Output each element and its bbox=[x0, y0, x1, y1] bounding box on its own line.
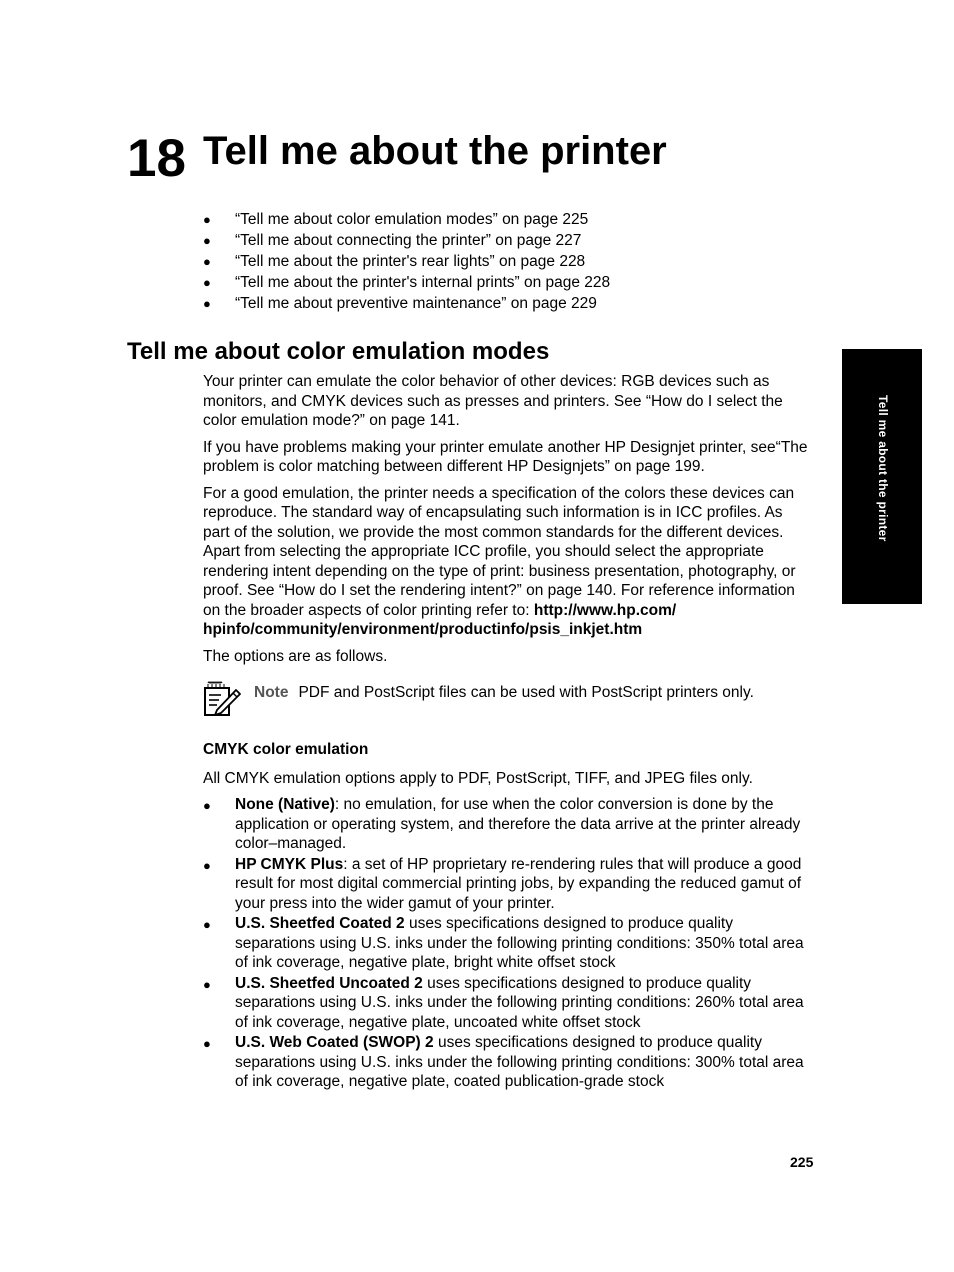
note-label: Note bbox=[254, 684, 289, 701]
option-term: None (Native) bbox=[235, 796, 335, 813]
list-item bbox=[203, 795, 813, 854]
option-term: U.S. Sheetfed Uncoated 2 bbox=[235, 974, 423, 992]
option-term: HP CMYK Plus bbox=[235, 855, 344, 873]
toc-item[interactable] bbox=[203, 251, 610, 272]
bullet-icon: ● bbox=[203, 857, 211, 873]
bullet-icon: ● bbox=[203, 798, 211, 813]
toc-link[interactable]: “Tell me about color emulation modes” on page 225 bbox=[235, 211, 589, 228]
bullet-icon: ● bbox=[203, 296, 211, 311]
bullet-icon: ● bbox=[203, 976, 211, 992]
chapter-title: Tell me about the printer bbox=[203, 129, 667, 173]
page-number: 225 bbox=[790, 1154, 814, 1170]
cmyk-subheading: CMYK color emulation bbox=[203, 741, 369, 758]
options-intro-text: The options are as follows. bbox=[203, 647, 388, 665]
chapter-side-tab bbox=[842, 349, 922, 604]
toc-link[interactable]: “Tell me about preventive maintenance” on page 229 bbox=[235, 295, 597, 312]
cmyk-intro-text: All CMYK emulation options apply to PDF, PostScript, TIFF, and JPEG files only. bbox=[203, 769, 753, 787]
side-tab-label: Tell me about the printer bbox=[876, 395, 890, 542]
option-desc: uses specifications designed to produce quality separations using U.S. inks under the following printing conditions: 260% total area of ink coverage, negative plate, uncoated white offset stock bbox=[235, 974, 804, 1031]
toc-item[interactable] bbox=[203, 293, 610, 314]
emulation-paragraph bbox=[203, 484, 813, 640]
toc-link[interactable]: “Tell me about connecting the printer” on page 227 bbox=[235, 232, 582, 249]
cmyk-options-list bbox=[203, 795, 813, 1092]
option-term: U.S. Web Coated (SWOP) 2 bbox=[235, 1034, 434, 1051]
section-body bbox=[203, 372, 813, 1093]
section-title: Tell me about color emulation modes bbox=[127, 338, 550, 365]
toc-link[interactable]: “Tell me about the printer's rear lights” on page 228 bbox=[235, 253, 586, 270]
option-desc: uses specifications designed to produce quality separations using U.S. inks under the following printing conditions: 300% total area of ink coverage, negative plate, coated publication-grade stock bbox=[235, 1034, 804, 1090]
options-intro bbox=[203, 647, 813, 667]
intro-paragraph bbox=[203, 372, 813, 431]
option-term: U.S. Sheetfed Coated 2 bbox=[235, 915, 405, 932]
intro-text: Your printer can emulate the color behavior of other devices: RGB devices such as monitors, and CMYK devices such as presses and printers. See “How do I select the color emulation mode?” on page 141. bbox=[203, 373, 783, 429]
toc-item[interactable] bbox=[203, 209, 610, 230]
bullet-icon: ● bbox=[203, 917, 211, 932]
cmyk-intro bbox=[203, 769, 813, 789]
note-text bbox=[254, 683, 754, 703]
reference-link[interactable]: http://www.hp.com/ hpinfo/community/environment/productinfo/psis_inkjet.htm bbox=[203, 601, 677, 638]
bullet-icon: ● bbox=[203, 233, 211, 248]
bullet-icon: ● bbox=[203, 1036, 211, 1051]
note-icon bbox=[203, 680, 241, 718]
bullet-icon: ● bbox=[203, 275, 211, 290]
toc-item[interactable] bbox=[203, 272, 610, 293]
list-item bbox=[203, 855, 813, 914]
toc-link[interactable]: “Tell me about the printer's internal prints” on page 228 bbox=[235, 274, 611, 291]
note-box bbox=[203, 680, 813, 726]
chapter-toc bbox=[203, 209, 610, 314]
list-item bbox=[203, 914, 813, 973]
option-desc: uses specifications designed to produce quality separations using U.S. inks under the following printing conditions: 350% total area of ink coverage, negative plate, bright white offset stock bbox=[235, 915, 804, 971]
note-body: PDF and PostScript files can be used with PostScript printers only. bbox=[298, 684, 754, 701]
list-item bbox=[203, 974, 813, 1033]
chapter-number: 18 bbox=[127, 129, 186, 188]
bullet-icon: ● bbox=[203, 254, 211, 269]
emulation-text: For a good emulation, the printer needs a specification of the colors these devices can reproduce. The standard way of encapsulating such information is in ICC profiles. As part of the solution, we provide the most common standards for the different devices. Apart from selecting the appropriate ICC profile, you should select the appropriate rendering intent depending on the type of print: business presentation, photography, or proof. See “How do I set the rendering intent?” on page 140. For reference information on the broader aspects of color printing refer to: bbox=[203, 484, 796, 619]
option-desc: : a set of HP proprietary re-rendering rules that will produce a good result for most digital commercial printing jobs, by expanding the reduced gamut of your press into the wider gamut of your printer. bbox=[235, 855, 802, 912]
problem-paragraph bbox=[203, 438, 813, 477]
option-desc: : no emulation, for use when the color conversion is done by the application or operating system, and therefore the data arrive at the printer already color–managed. bbox=[235, 796, 801, 852]
toc-item[interactable] bbox=[203, 230, 610, 251]
problem-text: If you have problems making your printer emulate another HP Designjet printer, see“The problem is color matching between different HP Designjets” on page 199. bbox=[203, 438, 808, 475]
list-item bbox=[203, 1033, 813, 1092]
bullet-icon: ● bbox=[203, 212, 211, 227]
